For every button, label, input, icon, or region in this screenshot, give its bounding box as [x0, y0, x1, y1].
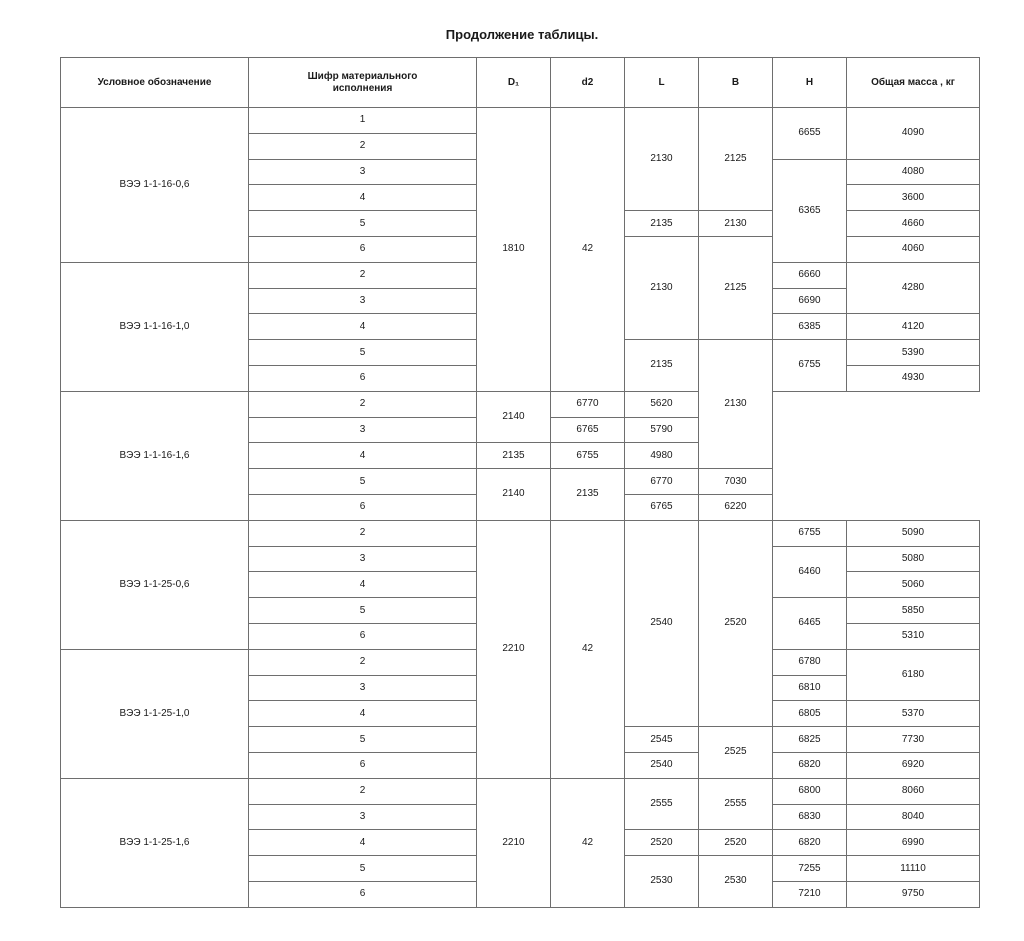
h-cell: 6820 — [773, 830, 847, 856]
h-cell: 6755 — [773, 340, 847, 392]
b-cell: 2520 — [699, 830, 773, 856]
material-code-cell: 5 — [249, 469, 477, 495]
l-cell: 2545 — [625, 727, 699, 753]
h-cell: 6660 — [773, 262, 847, 288]
mass-cell: 5790 — [625, 417, 699, 443]
h-cell: 6655 — [773, 108, 847, 160]
material-code-cell: 3 — [249, 804, 477, 830]
table-row — [61, 108, 980, 134]
material-code-cell: 4 — [249, 830, 477, 856]
material-code-cell: 4 — [249, 185, 477, 211]
mass-cell: 4930 — [847, 365, 980, 391]
material-code-cell: 2 — [249, 520, 477, 546]
header-l: L — [625, 58, 699, 108]
material-code-cell: 5 — [249, 856, 477, 882]
b-cell: 2130 — [699, 211, 773, 237]
material-code-cell: 3 — [249, 288, 477, 314]
h-cell: 6690 — [773, 288, 847, 314]
designation-cell: ВЭЭ 1-1-16-1,6 — [61, 391, 249, 520]
l-cell: 2540 — [625, 752, 699, 778]
mass-cell: 8040 — [847, 804, 980, 830]
header-mass: Общая масса , кг — [847, 58, 980, 108]
h-cell: 6825 — [773, 727, 847, 753]
designation-cell: ВЭЭ 1-1-16-1,0 — [61, 262, 249, 391]
h-cell: 6385 — [773, 314, 847, 340]
mass-cell: 4080 — [847, 159, 980, 185]
material-code-cell: 3 — [249, 159, 477, 185]
material-code-cell: 4 — [249, 572, 477, 598]
h-cell: 6465 — [773, 598, 847, 650]
l-cell: 2530 — [625, 856, 699, 908]
table-row — [61, 520, 980, 546]
h-cell: 6805 — [773, 701, 847, 727]
h-cell: 6780 — [773, 649, 847, 675]
d2-cell: 42 — [551, 520, 625, 778]
l-cell: 2135 — [625, 340, 699, 392]
material-code-cell: 2 — [249, 133, 477, 159]
mass-cell: 5310 — [847, 623, 980, 649]
header-material: Шифр материального исполнения — [249, 58, 477, 108]
mass-cell: 5090 — [847, 520, 980, 546]
mass-cell: 4660 — [847, 211, 980, 237]
l-cell: 2140 — [477, 391, 551, 443]
mass-cell: 7030 — [699, 469, 773, 495]
designation-cell: ВЭЭ 1-1-25-1,6 — [61, 778, 249, 907]
d1-cell: 1810 — [477, 108, 551, 392]
material-code-cell: 6 — [249, 752, 477, 778]
material-code-cell: 5 — [249, 211, 477, 237]
d1-cell: 2210 — [477, 520, 551, 778]
mass-cell: 3600 — [847, 185, 980, 211]
mass-cell: 9750 — [847, 881, 980, 907]
mass-cell: 5620 — [625, 391, 699, 417]
l-cell: 2555 — [625, 778, 699, 830]
table-row — [61, 391, 980, 417]
mass-cell: 4060 — [847, 236, 980, 262]
material-code-cell: 1 — [249, 108, 477, 134]
h-cell: 6460 — [773, 546, 847, 598]
l-cell: 2130 — [625, 108, 699, 211]
mass-cell: 6920 — [847, 752, 980, 778]
b-cell: 2125 — [699, 108, 773, 211]
header-row — [61, 58, 980, 108]
mass-cell: 5390 — [847, 340, 980, 366]
l-cell: 2540 — [625, 520, 699, 726]
d2-cell: 42 — [551, 778, 625, 907]
table-row — [61, 778, 980, 804]
mass-cell: 5850 — [847, 598, 980, 624]
h-cell: 7255 — [773, 856, 847, 882]
mass-cell: 4280 — [847, 262, 980, 314]
header-b: B — [699, 58, 773, 108]
mass-cell: 6180 — [847, 649, 980, 701]
l-cell: 2140 — [477, 469, 551, 521]
header-designation: Условное обозначение — [61, 58, 249, 108]
l-cell: 2520 — [625, 830, 699, 856]
mass-cell: 6220 — [699, 494, 773, 520]
page-title: Продолжение таблицы. — [445, 27, 599, 42]
h-cell: 6765 — [551, 417, 625, 443]
material-code-cell: 5 — [249, 727, 477, 753]
mass-cell: 8060 — [847, 778, 980, 804]
b-cell: 2555 — [699, 778, 773, 830]
h-cell: 6810 — [773, 675, 847, 701]
material-code-cell: 3 — [249, 675, 477, 701]
mass-cell: 4090 — [847, 108, 980, 160]
material-code-cell: 3 — [249, 417, 477, 443]
h-cell: 6820 — [773, 752, 847, 778]
material-code-cell: 6 — [249, 881, 477, 907]
h-cell: 6365 — [773, 159, 847, 262]
material-code-cell: 2 — [249, 262, 477, 288]
l-cell: 2130 — [625, 236, 699, 339]
b-cell: 2135 — [551, 469, 625, 521]
mass-cell: 5370 — [847, 701, 980, 727]
h-cell: 6800 — [773, 778, 847, 804]
header-h: H — [773, 58, 847, 108]
material-code-cell: 2 — [249, 391, 477, 417]
h-cell: 7210 — [773, 881, 847, 907]
h-cell: 6755 — [551, 443, 625, 469]
designation-cell: ВЭЭ 1-1-25-0,6 — [61, 520, 249, 649]
spec-table — [60, 57, 980, 908]
d1-cell: 2210 — [477, 778, 551, 907]
material-code-cell: 4 — [249, 443, 477, 469]
b-cell: 2520 — [699, 520, 773, 726]
designation-cell: ВЭЭ 1-1-25-1,0 — [61, 649, 249, 778]
b-cell: 2125 — [699, 236, 773, 339]
h-cell: 6770 — [625, 469, 699, 495]
material-code-cell: 2 — [249, 649, 477, 675]
mass-cell: 5060 — [847, 572, 980, 598]
mass-cell: 11110 — [847, 856, 980, 882]
b-cell: 2530 — [699, 856, 773, 908]
material-code-cell: 6 — [249, 623, 477, 649]
mass-cell: 5080 — [847, 546, 980, 572]
material-code-cell: 4 — [249, 314, 477, 340]
material-code-cell: 4 — [249, 701, 477, 727]
b-cell: 2130 — [699, 340, 773, 469]
mass-cell: 6990 — [847, 830, 980, 856]
h-cell: 6755 — [773, 520, 847, 546]
material-code-cell: 6 — [249, 365, 477, 391]
h-cell: 6830 — [773, 804, 847, 830]
header-d2: d2 — [551, 58, 625, 108]
material-code-cell: 5 — [249, 598, 477, 624]
material-code-cell: 3 — [249, 546, 477, 572]
l-cell: 2135 — [625, 211, 699, 237]
mass-cell: 7730 — [847, 727, 980, 753]
mass-cell: 4120 — [847, 314, 980, 340]
designation-cell: ВЭЭ 1-1-16-0,6 — [61, 108, 249, 263]
d2-cell: 42 — [551, 108, 625, 392]
l-cell: 2135 — [477, 443, 551, 469]
material-code-cell: 6 — [249, 236, 477, 262]
material-code-cell: 2 — [249, 778, 477, 804]
header-d1: D₁ — [477, 58, 551, 108]
material-code-cell: 6 — [249, 494, 477, 520]
mass-cell: 4980 — [625, 443, 699, 469]
h-cell: 6765 — [625, 494, 699, 520]
b-cell: 2525 — [699, 727, 773, 779]
h-cell: 6770 — [551, 391, 625, 417]
material-code-cell: 5 — [249, 340, 477, 366]
